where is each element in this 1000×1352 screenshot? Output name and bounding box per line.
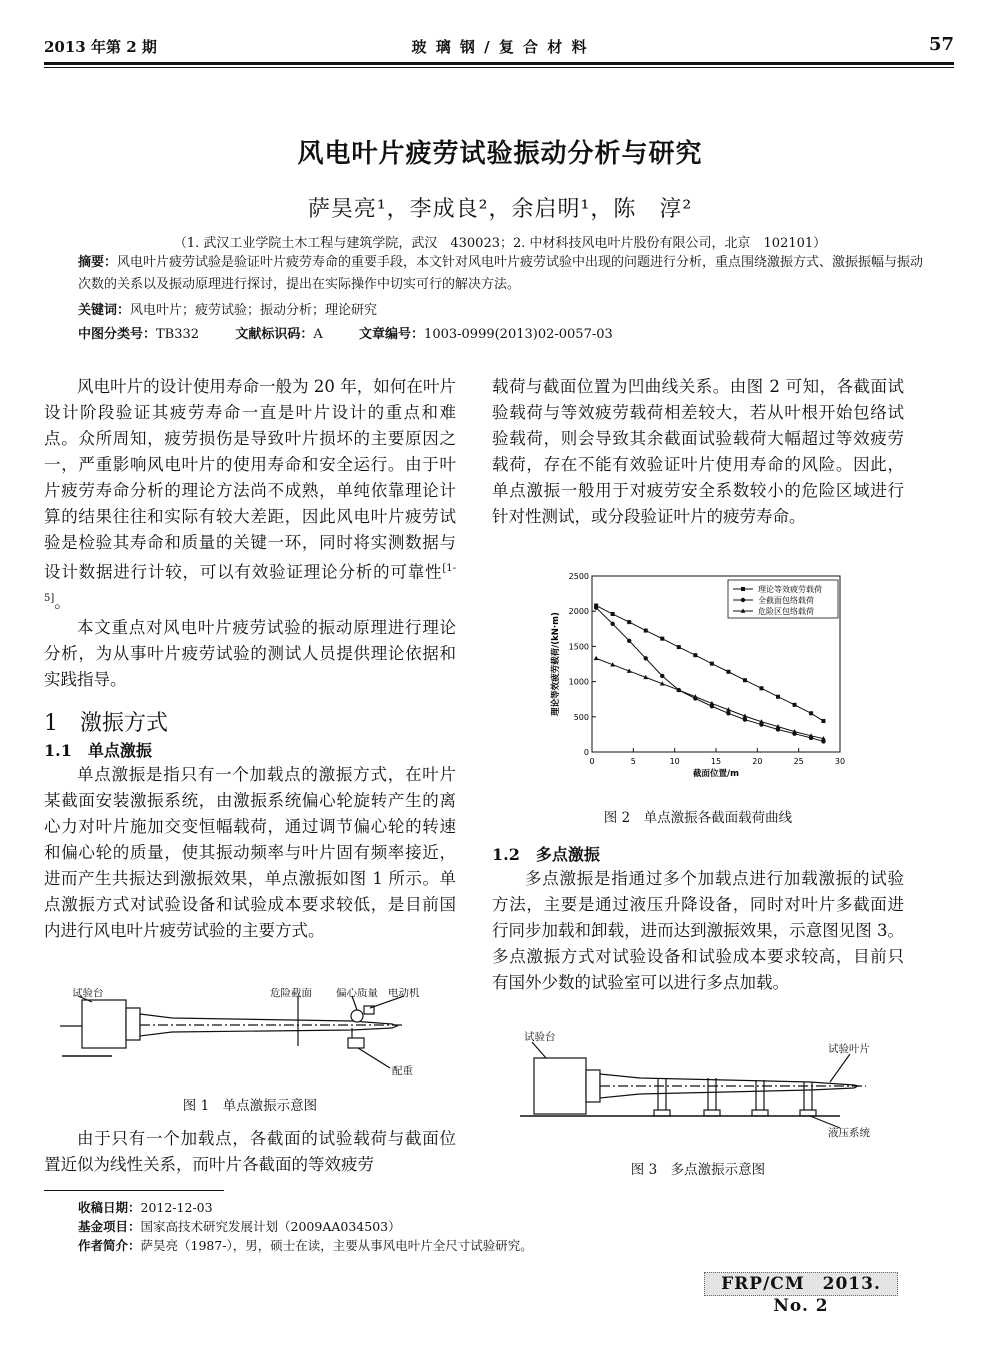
right-column [492, 374, 904, 530]
doc-code-label: 文献标识码： [235, 327, 314, 342]
data-point-square [776, 695, 780, 699]
y-tick-label: 2500 [568, 572, 589, 581]
abstract-text: 风电叶片疲劳试验是验证叶片疲劳寿命的重要手段，本文针对风电叶片疲劳试验中出现的问题进行分析，重点围绕激振方式、激振振幅与振动次数的关系以及振动原理进行探讨，提出在实际操作中切实可行的解决方法。 [78, 255, 924, 292]
data-point-square [793, 703, 797, 707]
data-point-square [627, 620, 631, 624]
series-line [596, 608, 823, 742]
footnote-fund [78, 1217, 401, 1236]
data-point-circle [627, 639, 631, 643]
x-tick-label: 25 [793, 757, 804, 766]
eccentric-wheel [351, 1010, 363, 1022]
data-point-square [741, 587, 745, 591]
section-1-1-heading [44, 738, 152, 761]
legend-entry: 危险区包络载荷 [758, 607, 814, 616]
y-tick-label: 2000 [568, 607, 589, 617]
paper-title: 风电叶片疲劳试验振动分析与研究 [297, 139, 703, 169]
doc-code-value: A [313, 327, 323, 342]
left-column [44, 374, 456, 693]
data-point-square [693, 653, 697, 657]
section-1-1-title: 单点激振 [87, 741, 152, 760]
left-continued-paragraph [44, 1126, 456, 1178]
keywords-text: 风电叶片；疲劳试验；振动分析；理论研究 [130, 303, 378, 318]
data-point-circle [726, 711, 730, 715]
data-point-square [710, 662, 714, 666]
journal-badge: FRP/CM 2013. No. 2 [704, 1272, 898, 1296]
data-point-square [644, 629, 648, 633]
label-eccentric-mass: 偏心质量 [336, 988, 378, 999]
fund-label: 基金项目： [78, 1219, 141, 1234]
section-1-2-heading [492, 842, 600, 865]
journal-name: 玻 璃 钢 / 复 合 材 料 [411, 38, 589, 56]
x-axis-label: 截面位置/m [693, 769, 739, 779]
leader-blade [830, 1054, 850, 1082]
section-1-2-number: 1.2 [492, 845, 520, 864]
y-axis-label: 理论等效疲劳载荷/(kN·m) [551, 612, 561, 716]
root-flange [586, 1070, 600, 1102]
article-no-label: 文章编号： [359, 327, 425, 342]
x-tick-label: 0 [589, 757, 595, 766]
figure-3-diagram [510, 1030, 890, 1140]
footnote-author [78, 1236, 533, 1255]
clc-label: 中图分类号： [78, 327, 157, 342]
header-rule [44, 62, 954, 65]
received-date: 2012-12-03 [140, 1200, 213, 1215]
data-point-square [759, 686, 763, 690]
page-number: 57 [928, 34, 954, 55]
data-point-circle [610, 622, 614, 626]
intro-text-1-end: 。 [54, 592, 71, 611]
right-paragraph-1: 载荷与截面位置为凹曲线关系。由图 2 可知，各截面试验载荷与等效疲劳载荷相差较大，若从叶根开始包络试验载荷，则会导致其余截面试验载荷大幅超过等效疲劳载荷，存在不能有效验证叶片使用寿命的风险。因此，单点激振一般用于对疲劳安全系数较小的危险区域进行针对性测试，或分段验证叶片的疲劳寿命。 [492, 377, 904, 526]
label-counterweight: 配重 [392, 1065, 413, 1077]
figure-1-diagram [52, 988, 452, 1082]
clc-value: TB332 [156, 327, 200, 342]
abstract-label: 摘要： [78, 255, 118, 270]
intro-paragraph-1 [44, 374, 456, 615]
label-blade: 试验叶片 [828, 1043, 870, 1055]
section-1-1-number: 1.1 [44, 741, 72, 760]
data-point-circle [594, 605, 598, 609]
data-point-square [611, 612, 615, 616]
footnote-received [78, 1198, 213, 1217]
keywords [78, 300, 933, 322]
label-test-bench: 试验台 [524, 1031, 556, 1043]
figure-3-caption: 图 3 多点激振示意图 [630, 1162, 766, 1178]
legend-entry: 理论等效疲劳载荷 [758, 585, 822, 594]
footnote-rule [44, 1190, 224, 1191]
classification [78, 324, 933, 346]
y-tick-label: 1000 [568, 677, 589, 687]
author-bio-label: 作者简介： [78, 1238, 141, 1253]
data-point-circle [660, 674, 664, 678]
left-continued-text: 由于只有一个加载点，各截面的试验载荷与截面位置近似为线性关系，而叶片各截面的等效疲劳 [44, 1129, 456, 1174]
x-tick-label: 10 [669, 757, 680, 766]
section-1-title: 激振方式 [80, 711, 169, 736]
data-point-square [821, 719, 825, 723]
label-danger-section: 危险截面 [270, 988, 312, 999]
affiliations: （1. 武汉工业学院土木工程与建筑学院，武汉 430023；2. 中材科技风电叶片股份有限公司，北京 102101） [173, 236, 827, 251]
figure-2-chart [546, 568, 856, 792]
data-point-square [677, 645, 681, 649]
figure-2-caption: 图 2 单点激振各截面载荷曲线 [603, 810, 793, 826]
data-point-square [660, 637, 664, 641]
y-tick-label: 0 [583, 748, 589, 757]
data-point-square [743, 678, 747, 682]
legend-entry: 全截面包络载荷 [758, 596, 814, 605]
author-list: 萨昊亮¹，李成良²，余启明¹，陈 淳² [307, 197, 693, 222]
leader-counterweight [358, 1048, 390, 1068]
abstract [78, 252, 933, 296]
received-label: 收稿日期： [78, 1200, 141, 1215]
section-1-number: 1 [44, 711, 58, 736]
counterweight-block [348, 1038, 364, 1048]
y-tick-label: 500 [573, 712, 589, 722]
leader-bench [532, 1042, 546, 1058]
x-tick-label: 15 [710, 757, 722, 766]
keywords-label: 关键词： [78, 303, 131, 318]
label-motor: 电动机 [388, 988, 420, 999]
label-hydraulic: 液压系统 [828, 1127, 870, 1139]
test-bench-block [82, 1000, 126, 1048]
intro-text-1: 风电叶片的设计使用寿命一般为 20 年，如何在叶片设计阶段验证其疲劳寿命一直是叶片设计的重点和难点。众所周知，疲劳损伤是导致叶片损坏的主要原因之一，严重影响风电叶片的使用寿命和安全运行。由于叶片疲劳寿命分析的理论方法尚不成熟，单纯依靠理论计算的结果往往和实际有较大差距，因此风电叶片疲劳试验是检验其寿命和质量的关键一环，同时将实测数据与设计数据进行计较，可以有效验证理论分析的可靠性 [44, 377, 456, 582]
single-point-paragraph [44, 762, 456, 944]
y-tick-label: 1500 [568, 642, 589, 652]
article-no-value: 1003-0999(2013)02-0057-03 [424, 327, 613, 342]
section-1-2-title: 多点激振 [535, 845, 600, 864]
issue-label: 2013 年第 2 期 [44, 38, 157, 56]
x-tick-label: 30 [834, 757, 846, 766]
data-point-triangle [594, 656, 599, 660]
multi-point-text: 多点激振是指通过多个加载点进行加载激振的试验方法，主要是通过液压升降设备，同时对叶片多截面进行同步加载和卸载，进而达到激振效果，示意图见图 3。多点激振方式对试验设备和试验成本要求较高，目前只有国外少数的试验室可以进行多点加载。 [492, 869, 904, 992]
data-point-square [726, 670, 730, 674]
header-rule-thin [44, 67, 954, 68]
fund-text: 国家高技术研究发展计划（2009AA034503） [140, 1219, 401, 1234]
data-point-square [809, 711, 813, 715]
data-point-circle [644, 656, 648, 660]
citation-ref: [1-5] [44, 563, 456, 604]
multi-point-paragraph [492, 866, 904, 996]
data-point-circle [741, 598, 745, 602]
figure-1-caption: 图 1 单点激振示意图 [182, 1098, 318, 1114]
x-tick-label: 20 [752, 757, 763, 766]
section-1-heading [44, 706, 168, 737]
single-point-text: 单点激振是指只有一个加载点的激振方式，在叶片某截面安装激振系统，由激振系统偏心轮旋转产生的离心力对叶片施加交变恒幅载荷，通过调节偏心轮的转速和偏心轮的质量，使其振动频率与叶片固有频率接近，进而产生共振达到激振效果，单点激振如图 1 所示。单点激振方式对试验设备和试验成本要求较低，是目前国内进行风电叶片疲劳试验的主要方式。 [44, 765, 456, 940]
data-point-circle [743, 717, 747, 721]
root-flange [126, 1008, 140, 1040]
intro-paragraph-2: 本文重点对风电叶片疲劳试验的振动原理进行理论分析，为从事叶片疲劳试验的测试人员提供理论依据和实践指导。 [44, 618, 456, 689]
x-tick-label: 5 [630, 757, 636, 766]
test-bench-block [534, 1058, 586, 1114]
author-bio-text: 萨昊亮（1987-），男，硕士在读，主要从事风电叶片全尺寸试验研究。 [140, 1238, 533, 1253]
label-test-bench: 试验台 [72, 988, 104, 999]
